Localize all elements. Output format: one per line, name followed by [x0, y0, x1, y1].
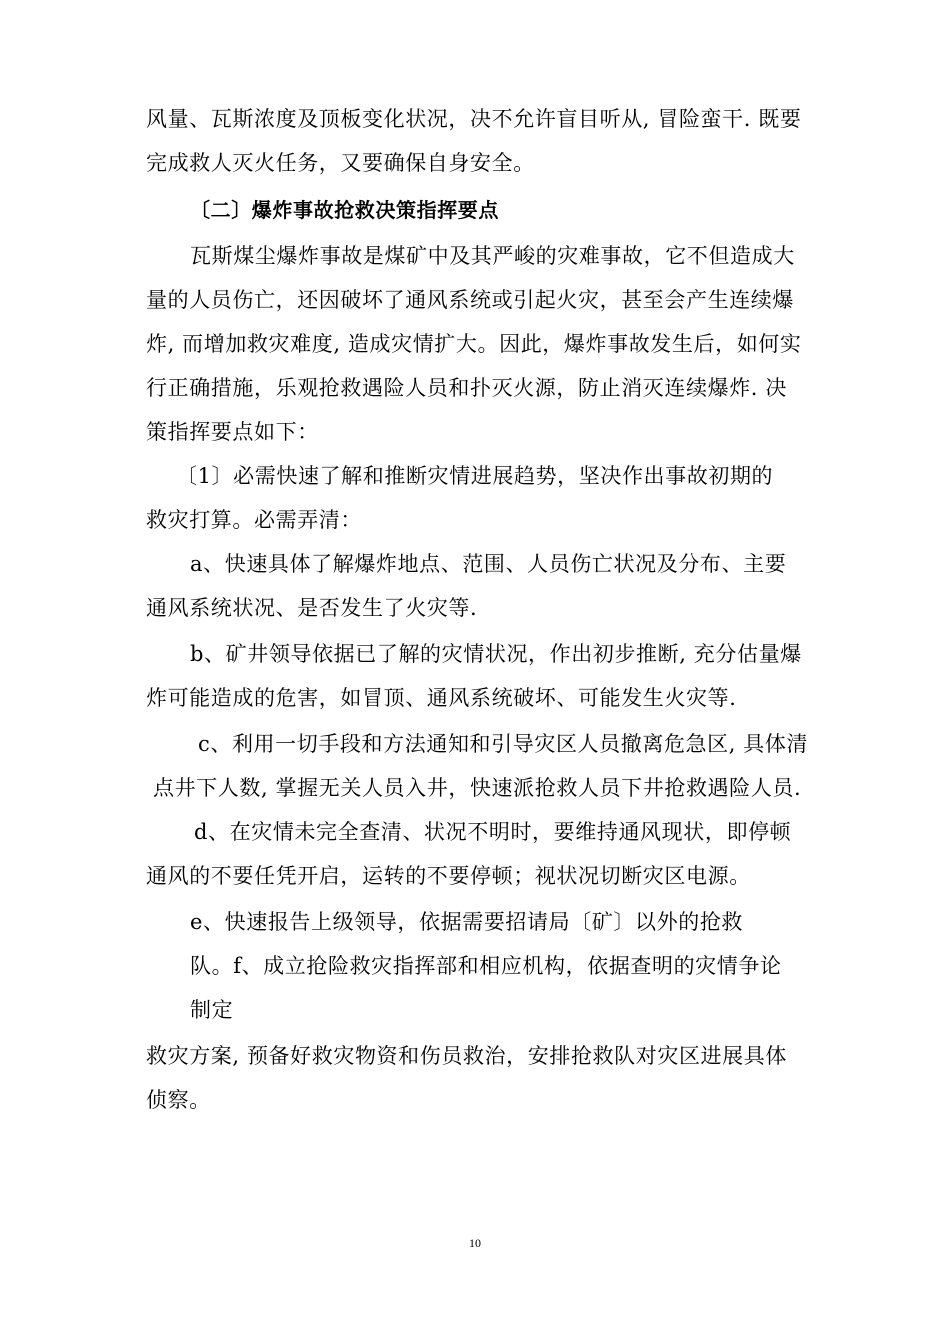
section-heading: 〔二〕爆炸事故抢救决策指挥要点 [190, 198, 499, 222]
text-line-12: 通风系统状况、是否发生了火灾等. [146, 596, 478, 620]
text-line-16: 点井下人数, 掌握无关人员入井，快速派抢救人员下井抢救遇险人员. [153, 776, 802, 800]
text-line-6: 炸, 而增加救灾难度, 造成灾情扩大。因此，爆炸事故发生后，如何实 [146, 332, 802, 356]
page-number: 10 [469, 1236, 481, 1250]
text-line-20: 队。f、成立抢险救灾指挥部和相应机构，依据查明的灾情争论 [190, 954, 782, 978]
text-line-13: b、矿井领导依据已了解的灾情状况，作出初步推断, 充分估量爆 [190, 642, 802, 666]
text-line-10: 救灾打算。必需弄清： [146, 508, 362, 532]
text-line-22: 救灾方案, 预备好救灾物资和伤员救治，安排抢救队对灾区进展具体 [146, 1044, 787, 1068]
text-line-17: d、在灾情未完全查清、状况不明时，要维持通风现状，即停顿 [194, 820, 792, 844]
text-line-1: 风量、瓦斯浓度及顶板变化状况，决不允许盲目听从, 冒险蛮干. 既要 [146, 107, 802, 131]
text-line-2: 完成救人灭火任务，又要确保自身安全。 [146, 151, 535, 175]
text-line-21: 制定 [190, 998, 234, 1022]
text-line-19: e、快速报告上级领导，依据需要招请局〔矿〕以外的抢救 [190, 910, 744, 934]
text-line-18: 通风的不要任凭开启，运转的不要停顿；视状况切断灾区电源。 [146, 864, 751, 888]
text-line-14: 炸可能造成的危害，如冒顶、通风系统破坏、可能发生火灾等. [146, 686, 737, 710]
text-line-4: 瓦斯煤尘爆炸事故是煤矿中及其严峻的灾难事故，它不但造成大 [190, 244, 795, 268]
text-line-7: 行正确措施，乐观抢救遇险人员和扑灭火源，防止消灭连续爆炸. 决 [146, 376, 787, 400]
text-line-15: c、利用一切手段和方法通知和引导灾区人员撤离危急区, 具体清 [198, 732, 809, 756]
text-line-5: 量的人员伤亡，还因破坏了通风系统或引起火灾，甚至会产生连续爆 [146, 288, 794, 312]
text-line-11: a、快速具体了解爆炸地点、范围、人员伤亡状况及分布、主要 [190, 552, 787, 576]
text-line-9: 〔1〕必需快速了解和推断灾情进展趋势，坚决作出事故初期的 [176, 464, 774, 488]
text-line-8: 策指挥要点如下： [146, 420, 319, 444]
text-line-23: 侦察。 [146, 1088, 211, 1112]
